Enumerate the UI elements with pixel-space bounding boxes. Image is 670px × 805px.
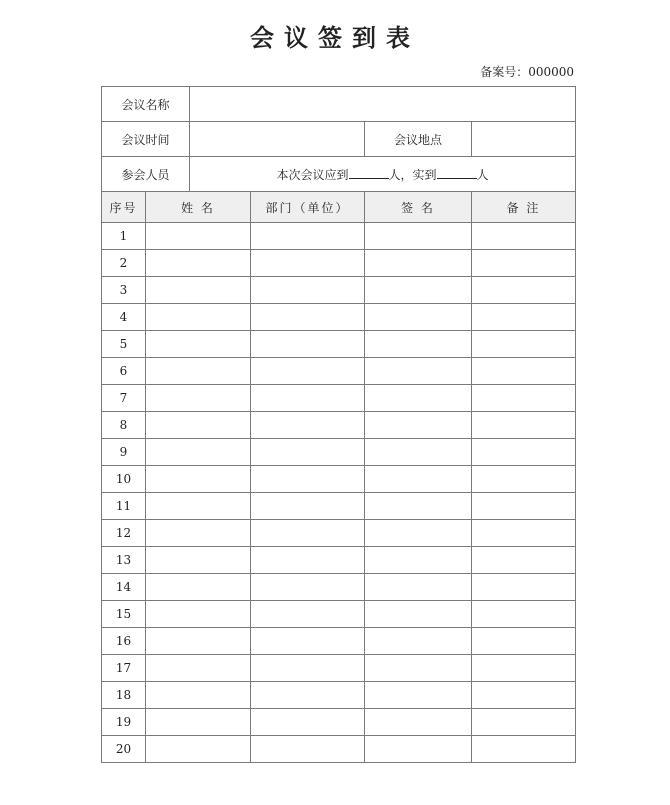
department-cell[interactable] [251,358,365,385]
table-row [102,547,576,574]
signature-cell[interactable] [365,601,472,628]
remarks-cell[interactable] [472,385,576,412]
remarks-cell[interactable] [472,358,576,385]
table-row [102,277,576,304]
attendance-prefix: 本次会议应到 [276,167,349,182]
name-cell[interactable] [146,466,251,493]
signature-cell[interactable] [365,412,472,439]
remarks-cell[interactable] [472,250,576,277]
actual-count-blank[interactable] [437,166,477,179]
table-row [102,250,576,277]
row-index: 16 [102,628,146,655]
meeting-place-label: 会议地点 [365,122,472,157]
signature-cell[interactable] [365,628,472,655]
remarks-cell[interactable] [472,277,576,304]
department-cell[interactable] [251,655,365,682]
column-header-remarks: 备 注 [472,192,576,223]
row-index: 14 [102,574,146,601]
signature-cell[interactable] [365,331,472,358]
department-cell[interactable] [251,223,365,250]
sign-in-table [101,86,576,763]
signature-cell[interactable] [365,277,472,304]
remarks-cell[interactable] [472,520,576,547]
name-cell[interactable] [146,385,251,412]
table-row [102,439,576,466]
column-header-department: 部门（单位） [251,192,365,223]
row-index: 2 [102,250,146,277]
attendees-label: 参会人员 [102,157,190,192]
table-row [102,709,576,736]
row-index: 20 [102,736,146,763]
signature-cell[interactable] [365,439,472,466]
table-row [102,304,576,331]
row-index: 6 [102,358,146,385]
row-index: 3 [102,277,146,304]
table-row [102,331,576,358]
record-number: 备案号：000000 [480,65,574,79]
signature-cell[interactable] [365,655,472,682]
name-cell[interactable] [146,547,251,574]
department-cell[interactable] [251,574,365,601]
signature-cell[interactable] [365,304,472,331]
table-row [102,493,576,520]
department-cell[interactable] [251,304,365,331]
department-cell[interactable] [251,736,365,763]
department-cell[interactable] [251,493,365,520]
meeting-name-field[interactable] [190,87,576,122]
name-cell[interactable] [146,250,251,277]
name-cell[interactable] [146,358,251,385]
signature-cell[interactable] [365,547,472,574]
name-cell[interactable] [146,277,251,304]
row-index: 9 [102,439,146,466]
department-cell[interactable] [251,412,365,439]
row-index: 17 [102,655,146,682]
row-index: 12 [102,520,146,547]
department-cell[interactable] [251,628,365,655]
row-index: 18 [102,682,146,709]
attendance-line [190,157,576,192]
meeting-name-label: 会议名称 [102,87,190,122]
remarks-cell[interactable] [472,736,576,763]
signature-cell[interactable] [365,736,472,763]
column-header-name: 姓 名 [146,192,251,223]
remarks-cell[interactable] [472,493,576,520]
page-title: 会议签到表 [250,24,420,52]
row-index: 19 [102,709,146,736]
table-row [102,223,576,250]
department-cell[interactable] [251,331,365,358]
remarks-cell[interactable] [472,412,576,439]
signature-cell[interactable] [365,358,472,385]
row-index: 1 [102,223,146,250]
table-row [102,385,576,412]
remarks-cell[interactable] [472,439,576,466]
signature-cell[interactable] [365,223,472,250]
name-cell[interactable] [146,682,251,709]
name-cell[interactable] [146,223,251,250]
table-row [102,466,576,493]
remarks-cell[interactable] [472,628,576,655]
signature-cell[interactable] [365,709,472,736]
table-row [102,574,576,601]
column-header-index: 序号 [102,192,146,223]
name-cell[interactable] [146,709,251,736]
expected-count-blank[interactable] [349,166,389,179]
row-index: 15 [102,601,146,628]
name-cell[interactable] [146,655,251,682]
signature-cell[interactable] [365,520,472,547]
row-index: 7 [102,385,146,412]
name-cell[interactable] [146,736,251,763]
remarks-cell[interactable] [472,601,576,628]
row-index: 10 [102,466,146,493]
department-cell[interactable] [251,547,365,574]
remarks-cell[interactable] [472,655,576,682]
table-row [102,601,576,628]
department-cell[interactable] [251,277,365,304]
department-cell[interactable] [251,439,365,466]
signature-cell[interactable] [365,466,472,493]
row-index: 11 [102,493,146,520]
department-cell[interactable] [251,601,365,628]
signature-cell[interactable] [365,574,472,601]
attendance-suffix: 人 [476,167,489,182]
remarks-cell[interactable] [472,682,576,709]
meeting-time-field[interactable] [190,122,365,157]
signature-cell[interactable] [365,682,472,709]
meeting-time-label: 会议时间 [102,122,190,157]
remarks-cell[interactable] [472,466,576,493]
name-cell[interactable] [146,493,251,520]
row-index: 8 [102,412,146,439]
table-row [102,520,576,547]
department-cell[interactable] [251,466,365,493]
department-cell[interactable] [251,520,365,547]
name-cell[interactable] [146,520,251,547]
meeting-place-field[interactable] [472,122,576,157]
table-row [102,682,576,709]
signature-cell[interactable] [365,385,472,412]
name-cell[interactable] [146,331,251,358]
name-cell[interactable] [146,412,251,439]
department-cell[interactable] [251,250,365,277]
table-row [102,655,576,682]
department-cell[interactable] [251,709,365,736]
signature-cell[interactable] [365,250,472,277]
row-index: 13 [102,547,146,574]
remarks-cell[interactable] [472,547,576,574]
remarks-cell[interactable] [472,304,576,331]
table-row [102,358,576,385]
name-cell[interactable] [146,304,251,331]
name-cell[interactable] [146,601,251,628]
remarks-cell[interactable] [472,331,576,358]
remarks-cell[interactable] [472,709,576,736]
row-index: 5 [102,331,146,358]
department-cell[interactable] [251,385,365,412]
remarks-cell[interactable] [472,223,576,250]
column-header-signature: 签 名 [365,192,472,223]
remarks-cell[interactable] [472,574,576,601]
table-row [102,628,576,655]
department-cell[interactable] [251,682,365,709]
name-cell[interactable] [146,628,251,655]
table-row [102,412,576,439]
name-cell[interactable] [146,439,251,466]
row-index: 4 [102,304,146,331]
name-cell[interactable] [146,574,251,601]
signature-cell[interactable] [365,493,472,520]
table-row [102,736,576,763]
table-header-row [102,192,576,223]
attendance-middle: 人，实到 [388,167,437,182]
